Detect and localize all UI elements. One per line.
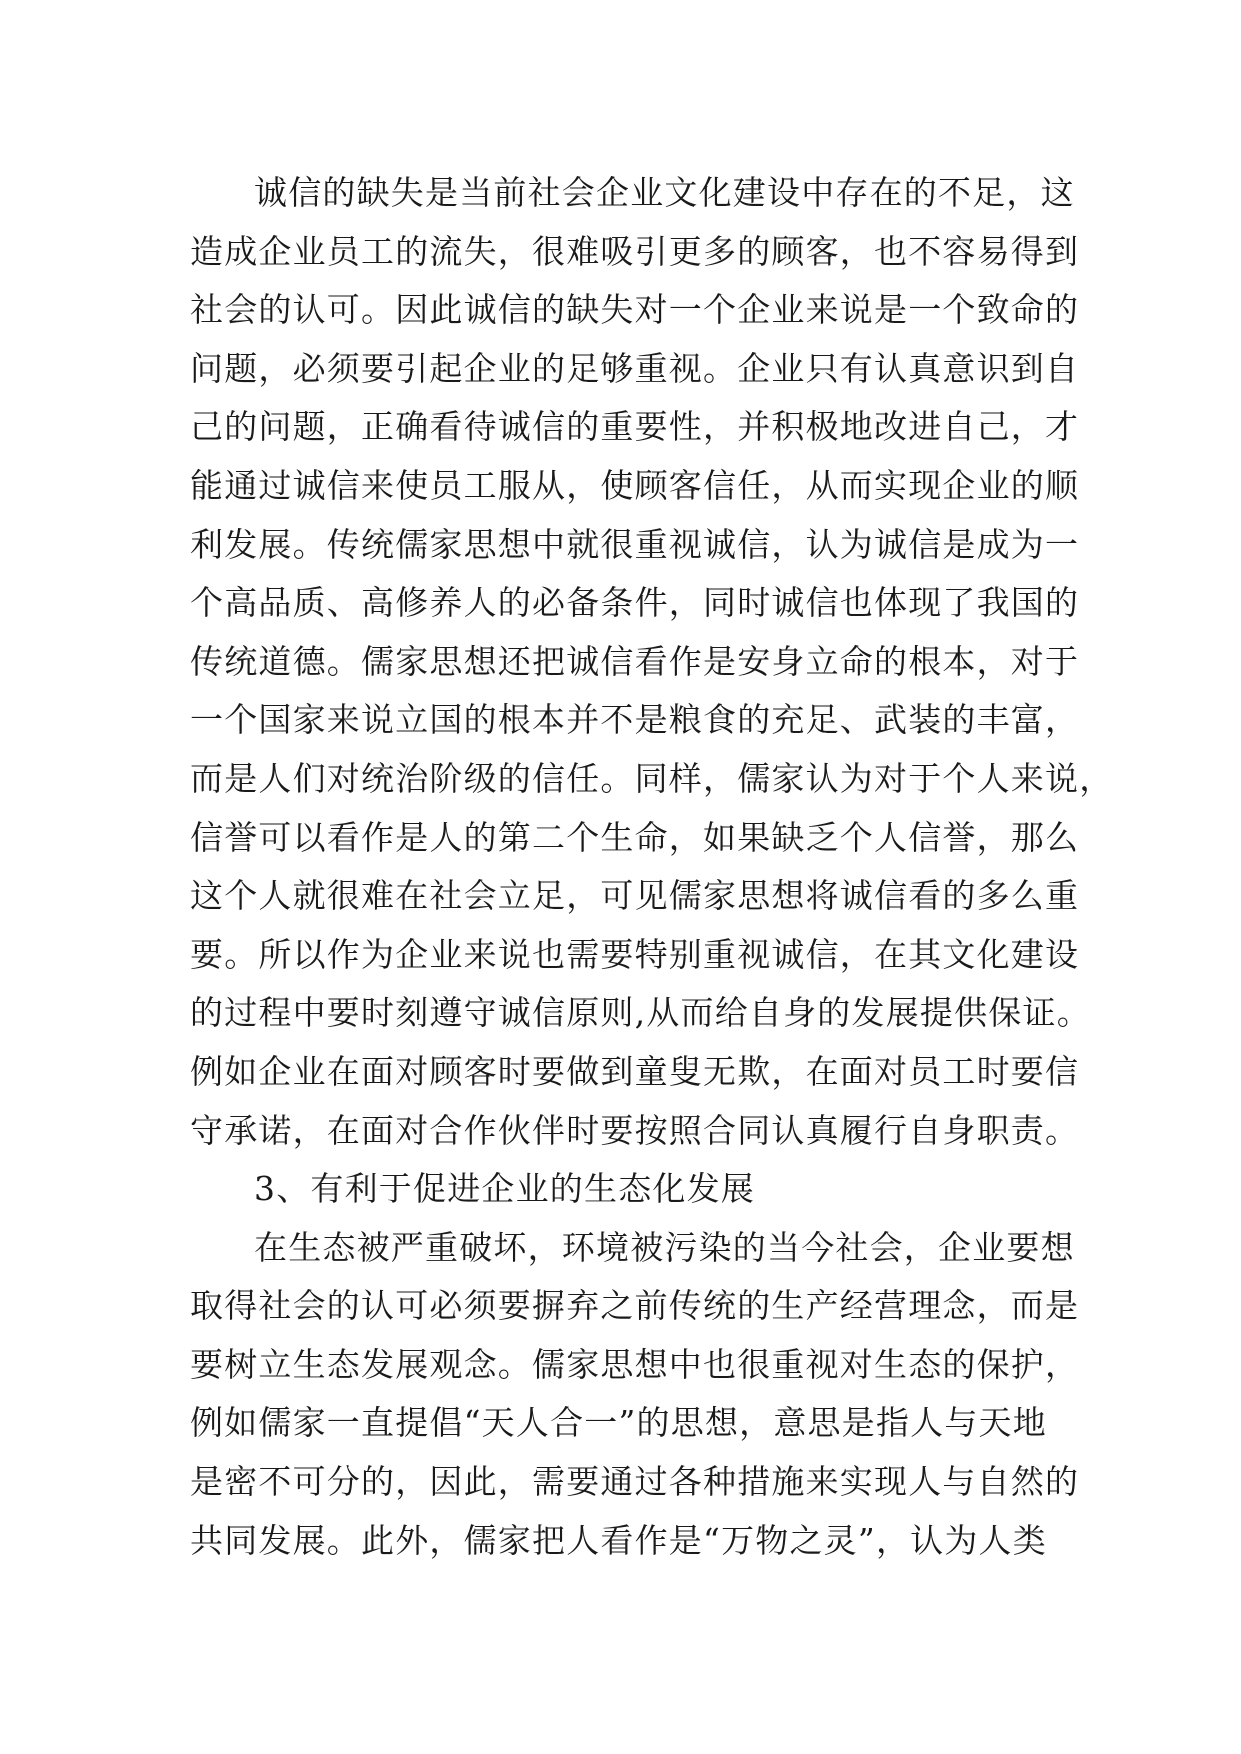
paragraph-2-line-1: 在生态被严重破坏，环境被污染的当今社会，企业要想 xyxy=(254,1227,1075,1267)
paragraph-2-line-3: 要树立生态发展观念。儒家思想中也很重视对生态的保护， xyxy=(190,1344,1080,1384)
paragraph-1-line-3: 社会的认可。因此诚信的缺失对一个企业来说是一个致命的 xyxy=(190,290,1080,330)
paragraph-2-line-5: 是密不可分的，因此，需要通过各种措施来实现人与自然的 xyxy=(190,1462,1080,1502)
paragraph-2-line-6: 共同发展。此外，儒家把人看作是“万物之灵”，认为人类 xyxy=(190,1520,1047,1560)
paragraph-1-line-1: 诚信的缺失是当前社会企业文化建设中存在的不足，这 xyxy=(254,173,1075,212)
paragraph-1-line-11: 而是人们对统治阶级的信任。同样，儒家认为对于个人来说， xyxy=(190,758,1114,798)
paragraph-2-line-4: 例如儒家一直提倡“天人合一”的思想，意思是指人与天地 xyxy=(190,1403,1047,1443)
paragraph-1-line-17: 守承诺，在面对合作伙伴时要按照合同认真履行自身职责。 xyxy=(190,1110,1080,1150)
paragraph-1-line-4: 问题，必须要引起企业的足够重视。企业只有认真意识到自 xyxy=(190,348,1080,388)
paragraph-1-line-12: 信誉可以看作是人的第二个生命，如果缺乏个人信誉，那么 xyxy=(190,817,1080,857)
paragraph-1-line-16: 例如企业在面对顾客时要做到童叟无欺，在面对员工时要信 xyxy=(190,1051,1080,1091)
paragraph-1-line-5: 己的问题，正确看待诚信的重要性，并积极地改进自己，才 xyxy=(190,407,1080,447)
paragraph-1-line-7: 利发展。传统儒家思想中就很重视诚信，认为诚信是成为一 xyxy=(190,524,1080,564)
paragraph-2-line-2: 取得社会的认可必须要摒弃之前传统的生产经营理念，而是 xyxy=(190,1286,1080,1326)
paragraph-1-line-2: 造成企业员工的流失，很难吸引更多的顾客，也不容易得到 xyxy=(190,231,1080,271)
paragraph-1-line-6: 能通过诚信来使员工服从，使顾客信任，从而实现企业的顺 xyxy=(190,465,1080,505)
paragraph-1-line-10: 一个国家来说立国的根本并不是粮食的充足、武装的丰富， xyxy=(190,700,1080,740)
paragraph-1-line-14: 要。所以作为企业来说也需要特别重视诚信，在其文化建设 xyxy=(190,934,1080,974)
section-heading: 3、有利于促进企业的生态化发展 xyxy=(254,1169,755,1209)
body-text xyxy=(190,164,1114,1570)
paragraph-1-line-9: 传统道德。儒家思想还把诚信看作是安身立命的根本，对于 xyxy=(190,641,1080,681)
paragraph-1-line-15: 的过程中要时刻遵守诚信原则,从而给自身的发展提供保证。 xyxy=(190,993,1091,1033)
paragraph-1-line-8: 个高品质、高修养人的必备条件，同时诚信也体现了我国的 xyxy=(190,583,1080,623)
paragraph-1-line-13: 这个人就很难在社会立足，可见儒家思想将诚信看的多么重 xyxy=(190,876,1080,916)
